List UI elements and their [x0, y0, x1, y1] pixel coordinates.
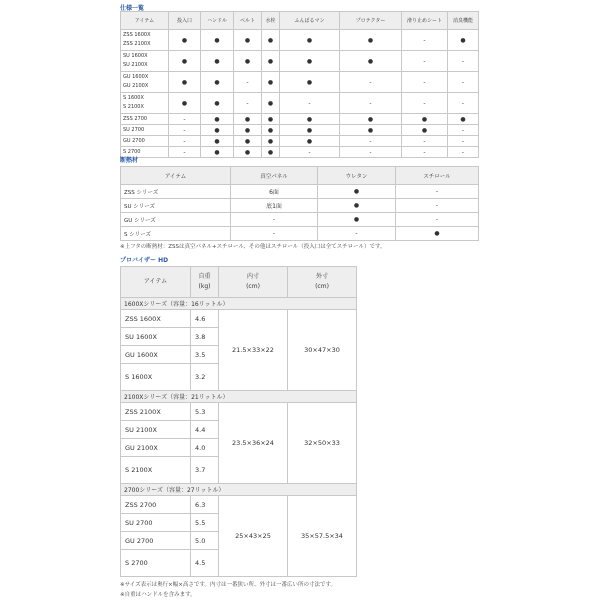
- spec-header-cell: ふんばるマン: [280, 12, 340, 30]
- spec-mark-cell: ●: [262, 93, 280, 114]
- spec-mark-cell: -: [169, 114, 201, 125]
- spec-mark-cell: ●: [448, 30, 479, 51]
- product-name-cell: SU 2100X: [121, 421, 191, 439]
- spec-header-cell: プロテクター: [340, 12, 402, 30]
- outer-size-cell: 30×47×30: [288, 310, 357, 391]
- spec-header-cell: ハンドル: [201, 12, 234, 30]
- spec-row: [121, 72, 479, 93]
- spec-item-name: ZSS 2700: [123, 115, 148, 122]
- product-row: [121, 496, 357, 514]
- insulation-header-cell: スチロール: [396, 167, 479, 185]
- product-weight-cell: 3.5: [191, 346, 219, 364]
- insulation-section-title: 断熱材: [120, 157, 139, 164]
- spec-mark-cell: ●: [402, 114, 448, 125]
- header-inner-unit: (cm): [246, 283, 260, 290]
- series-label: 1600Xシリーズ（容量：16リットル）: [121, 298, 357, 310]
- spec-item-name: SU 1600X: [123, 53, 148, 59]
- insulation-value-cell: -: [396, 213, 479, 227]
- product-weight-cell: 3.8: [191, 328, 219, 346]
- product-weight-cell: 6.3: [191, 496, 219, 514]
- insulation-header-cell: アイテム: [121, 167, 231, 185]
- spec-mark-cell: ●: [262, 136, 280, 147]
- spec-mark-cell: ●: [262, 125, 280, 136]
- spec-mark-cell: ●: [262, 72, 280, 93]
- spec-mark-cell: -: [448, 125, 479, 136]
- spec-mark-cell: ●: [201, 136, 234, 147]
- outer-size-cell: 32×50×33: [288, 403, 357, 484]
- product-name-cell: S 1600X: [121, 364, 191, 391]
- provisor-section-title: プロバイザー HD: [120, 257, 169, 264]
- insulation-item-cell: SU シリーズ: [121, 199, 231, 213]
- product-name-cell: ZSS 2100X: [121, 403, 191, 421]
- spec-item-name: SU 2100X: [123, 62, 148, 68]
- spec-mark-cell: ●: [234, 114, 262, 125]
- spec-header-cell: 水栓: [262, 12, 280, 30]
- series-row: [121, 484, 357, 496]
- insulation-row: [121, 213, 479, 227]
- insulation-item-cell: ZSS シリーズ: [121, 185, 231, 199]
- spec-item-cell: [121, 125, 169, 136]
- spec-mark-cell: ●: [234, 51, 262, 72]
- product-name-cell: ZSS 2700: [121, 496, 191, 514]
- insulation-value-cell: -: [318, 227, 396, 241]
- spec-item-cell: [121, 93, 169, 114]
- spec-mark-cell: ●: [340, 114, 402, 125]
- spec-row: [121, 114, 479, 125]
- spec-mark-cell: -: [169, 147, 201, 158]
- header-weight: [191, 267, 219, 298]
- spec-item-name: GU 2100X: [123, 83, 149, 89]
- header-inner-label: 内寸: [246, 273, 259, 280]
- spec-mark-cell: -: [448, 93, 479, 114]
- spec-mark-cell: ●: [201, 147, 234, 158]
- insulation-row: [121, 185, 479, 199]
- spec-item-name: GU 2700: [123, 137, 145, 144]
- spec-item-cell: [121, 30, 169, 51]
- spec-item-name: GU 1600X: [123, 74, 149, 80]
- spec-header-cell: ベルト: [234, 12, 262, 30]
- spec-item-name: ZSS 2100X: [123, 41, 151, 47]
- insulation-value-cell: ●: [318, 213, 396, 227]
- spec-mark-cell: -: [448, 72, 479, 93]
- product-weight-cell: 4.4: [191, 421, 219, 439]
- product-row: [121, 403, 357, 421]
- product-name-cell: GU 2100X: [121, 439, 191, 457]
- header-outer-label: 外寸: [315, 273, 328, 280]
- insulation-header-cell: ウレタン: [318, 167, 396, 185]
- spec-mark-cell: ●: [262, 114, 280, 125]
- product-row: [121, 310, 357, 328]
- product-weight-cell: 4.6: [191, 310, 219, 328]
- spec-mark-cell: -: [448, 51, 479, 72]
- spec-header-cell: 投入口: [169, 12, 201, 30]
- spec-mark-cell: ●: [234, 136, 262, 147]
- insulation-value-cell: -: [231, 213, 318, 227]
- spec-mark-cell: -: [402, 51, 448, 72]
- product-name-cell: SU 1600X: [121, 328, 191, 346]
- spec-row: [121, 30, 479, 51]
- spec-mark-cell: ●: [169, 72, 201, 93]
- product-weight-cell: 5.3: [191, 403, 219, 421]
- spec-mark-cell: ●: [201, 114, 234, 125]
- spec-mark-cell: -: [169, 125, 201, 136]
- spec-mark-cell: ●: [280, 114, 340, 125]
- product-name-cell: GU 2700: [121, 532, 191, 550]
- insulation-note: ※上フタの断熱材：ZSSは真空パネル+スチロール、その他はスチロール（投入口は全てスチロール）です。: [120, 244, 386, 250]
- spec-row: [121, 93, 479, 114]
- header-weight-label: 自重: [198, 273, 211, 280]
- spec-row: [121, 136, 479, 147]
- spec-mark-cell: -: [448, 147, 479, 158]
- spec-header-cell: 滑り止めシート: [402, 12, 448, 30]
- series-row: [121, 298, 357, 310]
- provisor-note-weight: ※自重はハンドルを含みます。: [120, 592, 196, 598]
- inner-size-cell: 25×43×25: [219, 496, 288, 577]
- inner-size-cell: 23.5×36×24: [219, 403, 288, 484]
- insulation-value-cell: -: [396, 185, 479, 199]
- spec-mark-cell: ●: [201, 72, 234, 93]
- insulation-value-cell: ●: [318, 185, 396, 199]
- insulation-value-cell: -: [396, 199, 479, 213]
- spec-item-cell: [121, 136, 169, 147]
- spec-mark-cell: ●: [262, 30, 280, 51]
- insulation-row: [121, 199, 479, 213]
- product-weight-cell: 3.7: [191, 457, 219, 484]
- spec-mark-cell: ●: [169, 93, 201, 114]
- spec-mark-cell: ●: [448, 114, 479, 125]
- spec-mark-cell: ●: [234, 147, 262, 158]
- product-name-cell: GU 1600X: [121, 346, 191, 364]
- spec-mark-cell: -: [234, 93, 262, 114]
- header-weight-unit: (kg): [198, 283, 211, 290]
- spec-mark-cell: ●: [262, 147, 280, 158]
- series-row: [121, 391, 357, 403]
- spec-mark-cell: -: [169, 136, 201, 147]
- spec-item-cell: [121, 114, 169, 125]
- header-inner: [219, 267, 288, 298]
- spec-item-name: SU 2700: [123, 126, 145, 133]
- header-outer-unit: (cm): [315, 283, 329, 290]
- spec-mark-cell: -: [402, 30, 448, 51]
- spec-mark-cell: ●: [340, 51, 402, 72]
- provisor-header-row: [121, 267, 357, 298]
- spec-mark-cell: -: [402, 72, 448, 93]
- spec-mark-cell: ●: [201, 51, 234, 72]
- spec-mark-cell: -: [340, 147, 402, 158]
- spec-row: [121, 147, 479, 158]
- spec-mark-cell: -: [402, 136, 448, 147]
- product-weight-cell: 4.5: [191, 550, 219, 577]
- spec-mark-cell: ●: [280, 125, 340, 136]
- spec-mark-cell: ●: [201, 93, 234, 114]
- series-label: 2100Xシリーズ（容量：21リットル）: [121, 391, 357, 403]
- spec-item-name: S 2100X: [123, 104, 144, 110]
- spec-row: [121, 125, 479, 136]
- spec-mark-cell: ●: [280, 136, 340, 147]
- spec-item-name: ZSS 1600X: [123, 32, 151, 38]
- outer-size-cell: 35×57.5×34: [288, 496, 357, 577]
- spec-mark-cell: -: [234, 72, 262, 93]
- product-name-cell: S 2700: [121, 550, 191, 577]
- product-weight-cell: 5.5: [191, 514, 219, 532]
- inner-size-cell: 21.5×33×22: [219, 310, 288, 391]
- insulation-value-cell: ●: [396, 227, 479, 241]
- provisor-note-size: ※サイズ表示は奥行×幅×高さです。内寸は一番狭い所、外寸は一番広い所の寸法です。: [120, 582, 337, 588]
- provisor-table: [120, 266, 357, 577]
- insulation-value-cell: ●: [318, 199, 396, 213]
- product-weight-cell: 4.0: [191, 439, 219, 457]
- spec-mark-cell: ●: [340, 125, 402, 136]
- header-outer: [288, 267, 357, 298]
- spec-mark-cell: -: [280, 147, 340, 158]
- spec-item-name: S 2700: [123, 148, 141, 155]
- insulation-item-cell: S シリーズ: [121, 227, 231, 241]
- spec-mark-cell: ●: [201, 30, 234, 51]
- spec-mark-cell: ●: [201, 125, 234, 136]
- header-item: アイテム: [121, 267, 191, 298]
- spec-mark-cell: ●: [340, 30, 402, 51]
- spec-mark-cell: -: [402, 147, 448, 158]
- spec-item-cell: [121, 72, 169, 93]
- spec-row: [121, 51, 479, 72]
- spec-mark-cell: ●: [234, 125, 262, 136]
- spec-mark-cell: ●: [234, 30, 262, 51]
- spec-mark-cell: ●: [169, 30, 201, 51]
- spec-header-cell: アイテム: [121, 12, 169, 30]
- insulation-header-cell: 真空パネル: [231, 167, 318, 185]
- product-name-cell: SU 2700: [121, 514, 191, 532]
- spec-mark-cell: ●: [280, 30, 340, 51]
- product-name-cell: S 2100X: [121, 457, 191, 484]
- insulation-value-cell: 底1面: [231, 199, 318, 213]
- spec-mark-cell: ●: [280, 51, 340, 72]
- insulation-item-cell: GU シリーズ: [121, 213, 231, 227]
- product-weight-cell: 5.0: [191, 532, 219, 550]
- insulation-value-cell: -: [231, 227, 318, 241]
- spec-table: [120, 11, 479, 158]
- insulation-header-row: [121, 167, 479, 185]
- spec-mark-cell: -: [448, 136, 479, 147]
- spec-header-row: [121, 12, 479, 30]
- spec-mark-cell: ●: [169, 51, 201, 72]
- spec-item-name: S 1600X: [123, 95, 144, 101]
- series-label: 2700シリーズ（容量：27リットル）: [121, 484, 357, 496]
- product-name-cell: ZSS 1600X: [121, 310, 191, 328]
- spec-section-title: 仕様一覧: [120, 5, 145, 12]
- spec-mark-cell: ●: [402, 125, 448, 136]
- spec-mark-cell: -: [340, 72, 402, 93]
- product-weight-cell: 3.2: [191, 364, 219, 391]
- spec-mark-cell: ●: [280, 72, 340, 93]
- insulation-row: [121, 227, 479, 241]
- spec-mark-cell: -: [340, 93, 402, 114]
- spec-mark-cell: -: [280, 93, 340, 114]
- spec-item-cell: [121, 51, 169, 72]
- spec-mark-cell: ●: [262, 51, 280, 72]
- insulation-table: [120, 166, 479, 241]
- spec-header-cell: 消臭機能: [448, 12, 479, 30]
- insulation-value-cell: 6面: [231, 185, 318, 199]
- spec-mark-cell: -: [402, 93, 448, 114]
- spec-mark-cell: -: [340, 136, 402, 147]
